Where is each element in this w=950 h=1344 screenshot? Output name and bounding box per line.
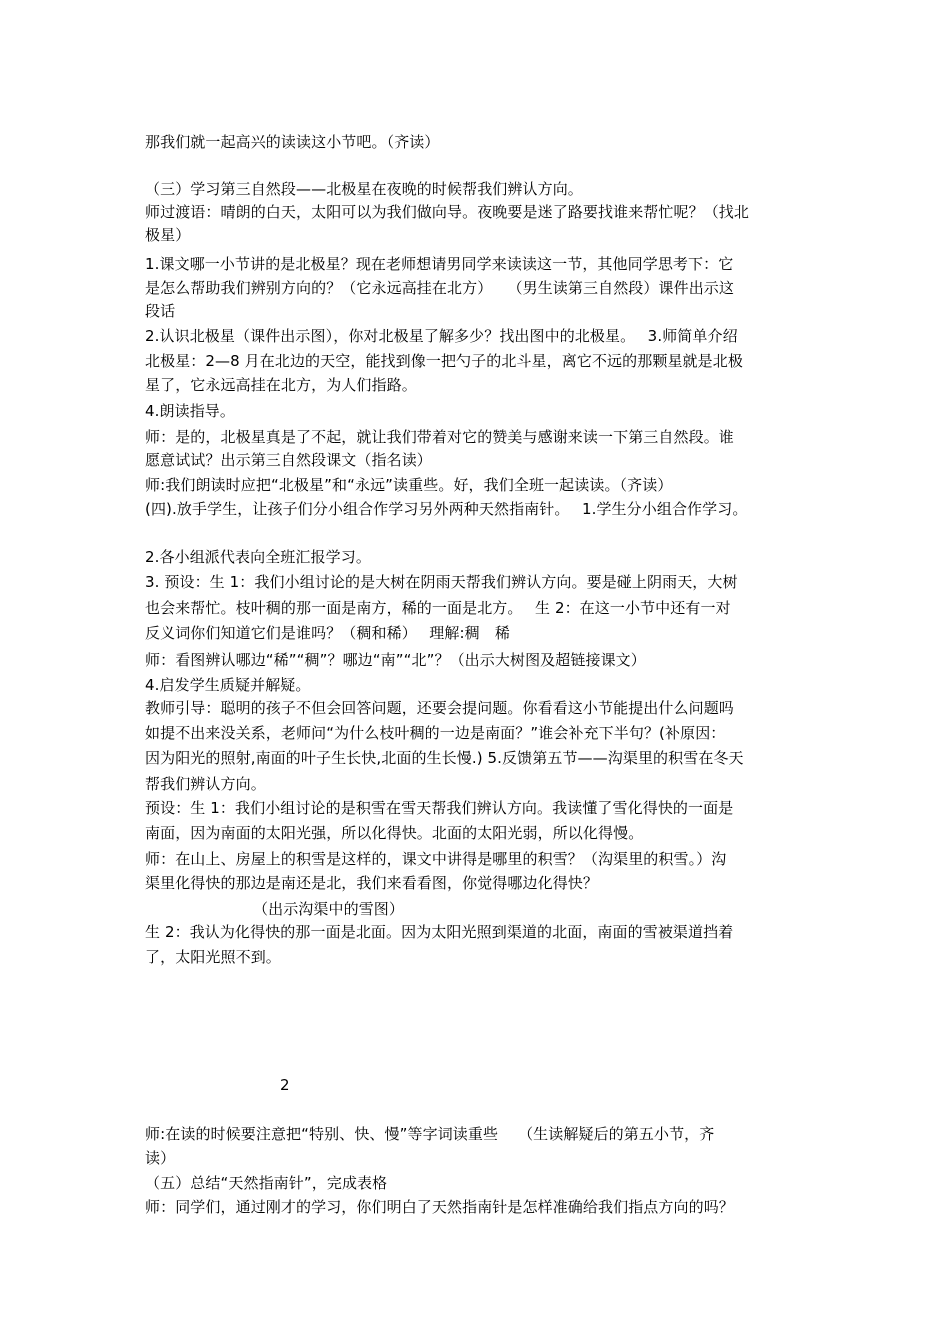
section-heading: （三）学习第三自然段——北极星在夜晚的时候帮我们辨认方向。	[145, 180, 583, 198]
page-number: 2	[280, 1076, 290, 1094]
text-line: 是怎么帮助我们辨别方向的？（它永远高挂在北方） （男生读第三自然段）课件出示这	[145, 279, 735, 297]
text-line: 极星）	[145, 226, 191, 244]
text-line: 1.课文哪一小节讲的是北极星？现在老师想请男同学来读读这一节，其他同学思考下：它	[145, 255, 734, 273]
section-heading: (四).放手学生，让孩子们分小组合作学习另外两种天然指南针。 1.学生分小组合作学习。	[145, 500, 748, 518]
text-line: 师：是的，北极星真是了不起，就让我们带着对它的赞美与感谢来读一下第三自然段。谁	[145, 428, 734, 446]
text-line: 师:在读的时候要注意把“特别、快、慢”等字词读重些 （生读解疑后的第五小节，齐	[145, 1125, 715, 1143]
text-line: 4.朗读指导。	[145, 402, 236, 420]
text-line: 生 2：我认为化得快的那一面是北面。因为太阳光照到渠道的北面，南面的雪被渠道挡着	[145, 923, 734, 941]
text-line: 师：看图辨认哪边“稀”“稠”？哪边“南”“北”？（出示大树图及超链接课文）	[145, 651, 646, 669]
text-line: 读）	[145, 1149, 176, 1167]
text-line: 师:我们朗读时应把“北极星”和“永远”读重些。好，我们全班一起读读。（齐读）	[145, 476, 673, 494]
text-line: 愿意试试？出示第三自然段课文（指名读）	[145, 451, 432, 469]
text-line: 南面，因为南面的太阳光强，所以化得快。北面的太阳光弱，所以化得慢。	[145, 824, 644, 842]
text-line: 如提不出来没关系，老师问“为什么枝叶稠的一边是南面？”谁会补充下半句？(补原因：	[145, 724, 726, 742]
text-line: 师过渡语：晴朗的白天，太阳可以为我们做向导。夜晚要是迷了路要找谁来帮忙呢？（找北	[145, 203, 750, 221]
text-line: 2.各小组派代表向全班汇报学习。	[145, 548, 371, 566]
text-line: 4.启发学生质疑并解疑。	[145, 676, 311, 694]
text-line: 教师引导：聪明的孩子不但会回答问题，还要会提问题。你看看这小节能提出什么问题吗	[145, 699, 734, 717]
text-line: 那我们就一起高兴的读读这小节吧。（齐读）	[145, 133, 440, 151]
text-line: 师：同学们，通过刚才的学习，你们明白了天然指南针是怎样准确给我们指点方向的吗？	[145, 1198, 734, 1216]
text-line: （出示沟渠中的雪图）	[253, 900, 405, 918]
text-line: 3. 预设：生 1：我们小组讨论的是大树在阴雨天帮我们辨认方向。要是碰上阴雨天，大树	[145, 573, 738, 591]
text-line: 星了，它永远高挂在北方，为人们指路。	[145, 376, 417, 394]
section-heading: （五）总结“天然指南针”，完成表格	[145, 1174, 388, 1192]
text-line: 2.认识北极星（课件出示图），你对北极星了解多少？找出图中的北极星。 3.师简单介绍	[145, 327, 738, 345]
text-line: 渠里化得快的那边是南还是北，我们来看看图，你觉得哪边化得快？	[145, 874, 599, 892]
text-line: 北极星：2—8 月在北边的天空，能找到像一把勺子的北斗星，离它不远的那颗星就是北极	[145, 352, 743, 370]
text-line: 帮我们辨认方向。	[145, 775, 266, 793]
text-line: 也会来帮忙。枝叶稠的那一面是南方，稀的一面是北方。 生 2：在这一小节中还有一对	[145, 599, 731, 617]
text-line: 师：在山上、房屋上的积雪是这样的，课文中讲得是哪里的积雪？（沟渠里的积雪。）沟	[145, 850, 727, 868]
text-line: 预设：生 1：我们小组讨论的是积雪在雪天帮我们辨认方向。我读懂了雪化得快的一面是	[145, 799, 734, 817]
text-line: 了，太阳光照不到。	[145, 948, 281, 966]
text-line: 反义词你们知道它们是谁吗？（稠和稀） 理解:稠 稀	[145, 624, 510, 642]
text-line: 因为阳光的照射,南面的叶子生长快,北面的生长慢.) 5.反馈第五节——沟渠里的积雪在冬天	[145, 749, 744, 767]
text-line: 段话	[145, 302, 176, 320]
